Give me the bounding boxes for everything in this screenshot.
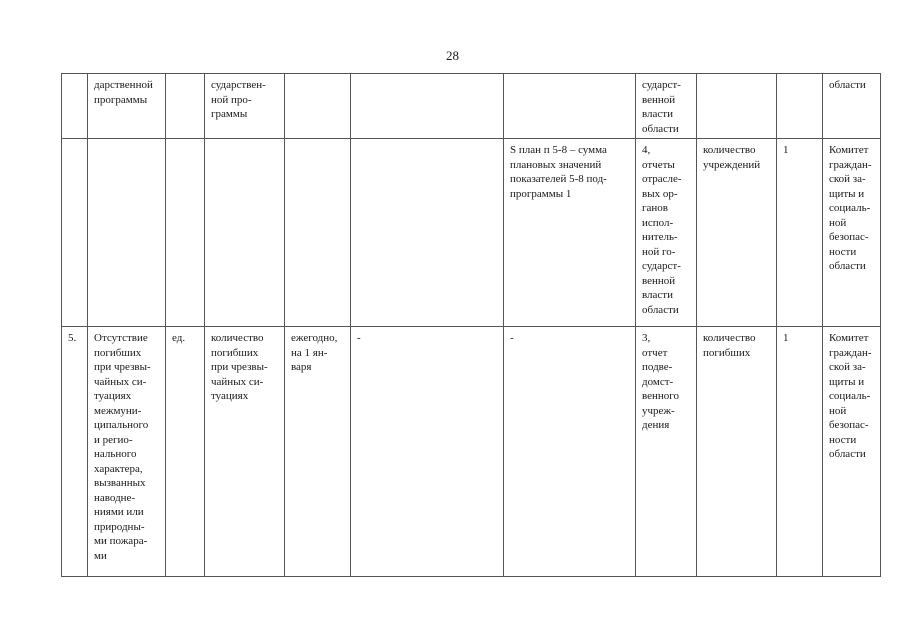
table-row [62,139,881,327]
cell-responsible: области [823,74,881,139]
cell-data-source: 3, отчет подве- домст- венного учреж- дения [636,327,697,577]
cell-coverage: 1 [777,139,823,327]
cell-periodicity [285,139,351,327]
cell-definition: сударствен- ной про- граммы [205,74,285,139]
cell-indicator-name: Отсутствие погибших при чрезвы- чайных си- туациях межмуни- ципального и регио- нального характера, вызванных наводне- ниями или природны- ми пожара- ми [88,327,166,577]
cell-unit-of-observation [697,74,777,139]
cell-data-source: сударст- венной власти области [636,74,697,139]
cell-indicators [504,74,636,139]
cell-unit [166,139,205,327]
cell-unit-of-observation: количество учреждений [697,139,777,327]
cell-unit: ед. [166,327,205,577]
cell-row-number [62,139,88,327]
cell-unit [166,74,205,139]
cell-coverage: 1 [777,327,823,577]
cell-indicators: S план п 5-8 – сумма плановых значений показателей 5-8 под- программы 1 [504,139,636,327]
cell-data-source: 4, отчеты отрасле- вых ор- ганов испол- нитель- ной го- сударст- венной власти области [636,139,697,327]
cell-formula: - [351,327,504,577]
cell-formula [351,139,504,327]
cell-definition [205,139,285,327]
cell-indicator-name: дарственной программы [88,74,166,139]
table-row [62,74,881,139]
cell-definition: количество погибших при чрезвы- чайных си- туациях [205,327,285,577]
cell-row-number [62,74,88,139]
cell-coverage [777,74,823,139]
indicator-table [61,73,881,577]
cell-formula [351,74,504,139]
cell-periodicity [285,74,351,139]
page-number: 28 [446,48,459,63]
cell-unit-of-observation: количество погибших [697,327,777,577]
cell-indicator-name [88,139,166,327]
table-row [62,327,881,577]
cell-row-number: 5. [62,327,88,577]
cell-periodicity: ежегодно, на 1 ян- варя [285,327,351,577]
cell-indicators: - [504,327,636,577]
cell-responsible: Комитет граждан- ской за- щиты и социаль- ной безопас- ности области [823,139,881,327]
cell-responsible: Комитет граждан- ской за- щиты и социаль- ной безопас- ности области [823,327,881,577]
